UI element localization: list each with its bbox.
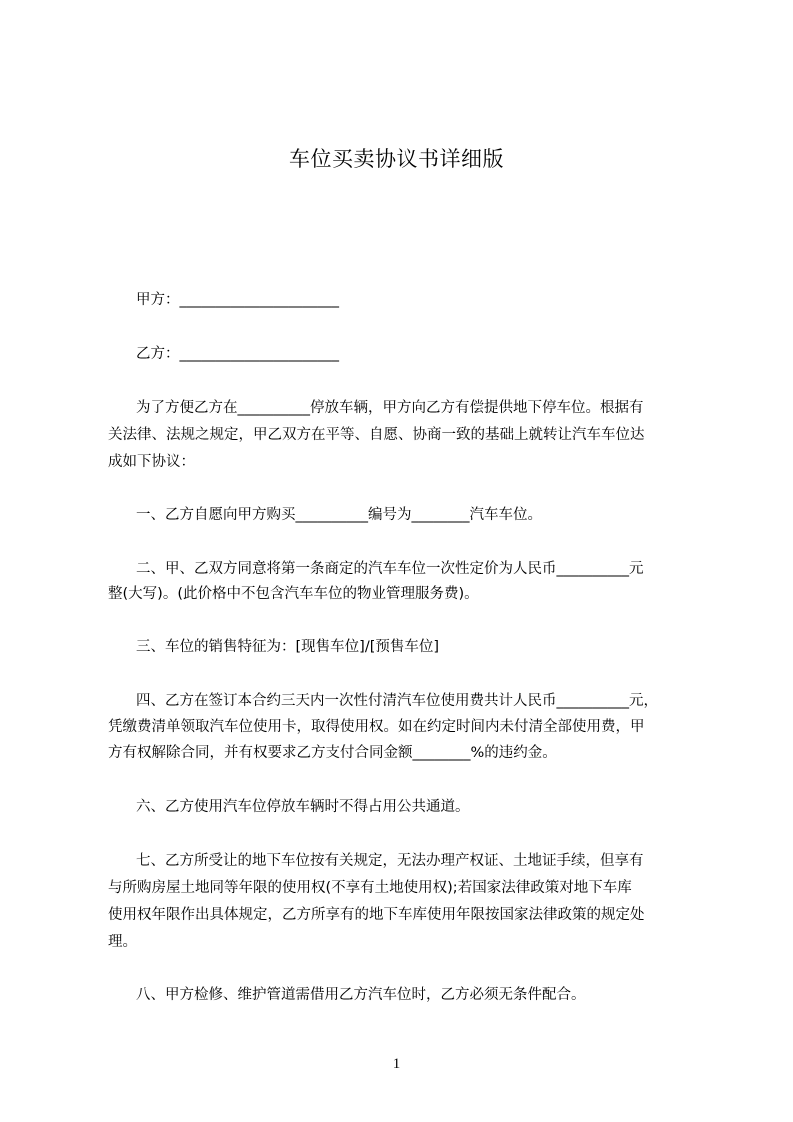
party-b-line: 乙方：______________________ xyxy=(136,346,339,362)
clause-7-line-2: 与所购房屋土地同等年限的使用权(不享有土地使用权);若国家法律政策对地下车库 xyxy=(108,880,632,896)
preamble-line-2: 关法律、法规之规定，甲乙双方在平等、自愿、协商一致的基础上就转让汽车车位达 xyxy=(108,427,645,443)
preamble-line-3: 成如下协议： xyxy=(108,454,195,470)
clause-8: 八、甲方检修、维护管道需借用乙方汽车位时，乙方必须无条件配合。 xyxy=(136,987,586,1003)
page-number: 1 xyxy=(392,1056,401,1072)
clause-7-line-3: 使用权年限作出具体规定，乙方所享有的地下车库使用年限按国家法律政策的规定处 xyxy=(108,907,645,923)
document-title: 车位买卖协议书详细版 xyxy=(289,147,504,171)
clause-7-line-4: 理。 xyxy=(108,934,137,950)
clause-4-line-1: 四、乙方在签订本合约三天内一次性付清汽车位使用费共计人民币__________元， xyxy=(136,693,658,709)
clause-2-line-1: 二、甲、乙双方同意将第一条商定的汽车车位一次性定价为人民币__________元 xyxy=(136,561,644,577)
clause-6: 六、乙方使用汽车位停放车辆时不得占用公共通道。 xyxy=(136,799,470,815)
clause-2-line-2: 整(大写)。(此价格中不包含汽车车位的物业管理服务费)。 xyxy=(108,586,479,602)
clause-3: 三、车位的销售特征为：[现售车位]/[预售车位] xyxy=(136,639,440,655)
clause-7-line-1: 七、乙方所受让的地下车位按有关规定，无法办理产权证、土地证手续，但享有 xyxy=(136,853,644,869)
clause-4-line-2: 凭缴费清单领取汽车位使用卡，取得使用权。如在约定时间内未付清全部使用费，甲 xyxy=(108,719,645,735)
clause-4-line-3: 方有权解除合同，并有权要求乙方支付合同金额________%的违约金。 xyxy=(108,745,557,761)
clause-1: 一、乙方自愿向甲方购买__________编号为________汽车车位。 xyxy=(136,507,542,523)
preamble-line-1: 为了方便乙方在__________停放车辆，甲方向乙方有偿提供地下停车位。根据有 xyxy=(136,400,644,416)
party-a-line: 甲方：______________________ xyxy=(136,292,339,308)
